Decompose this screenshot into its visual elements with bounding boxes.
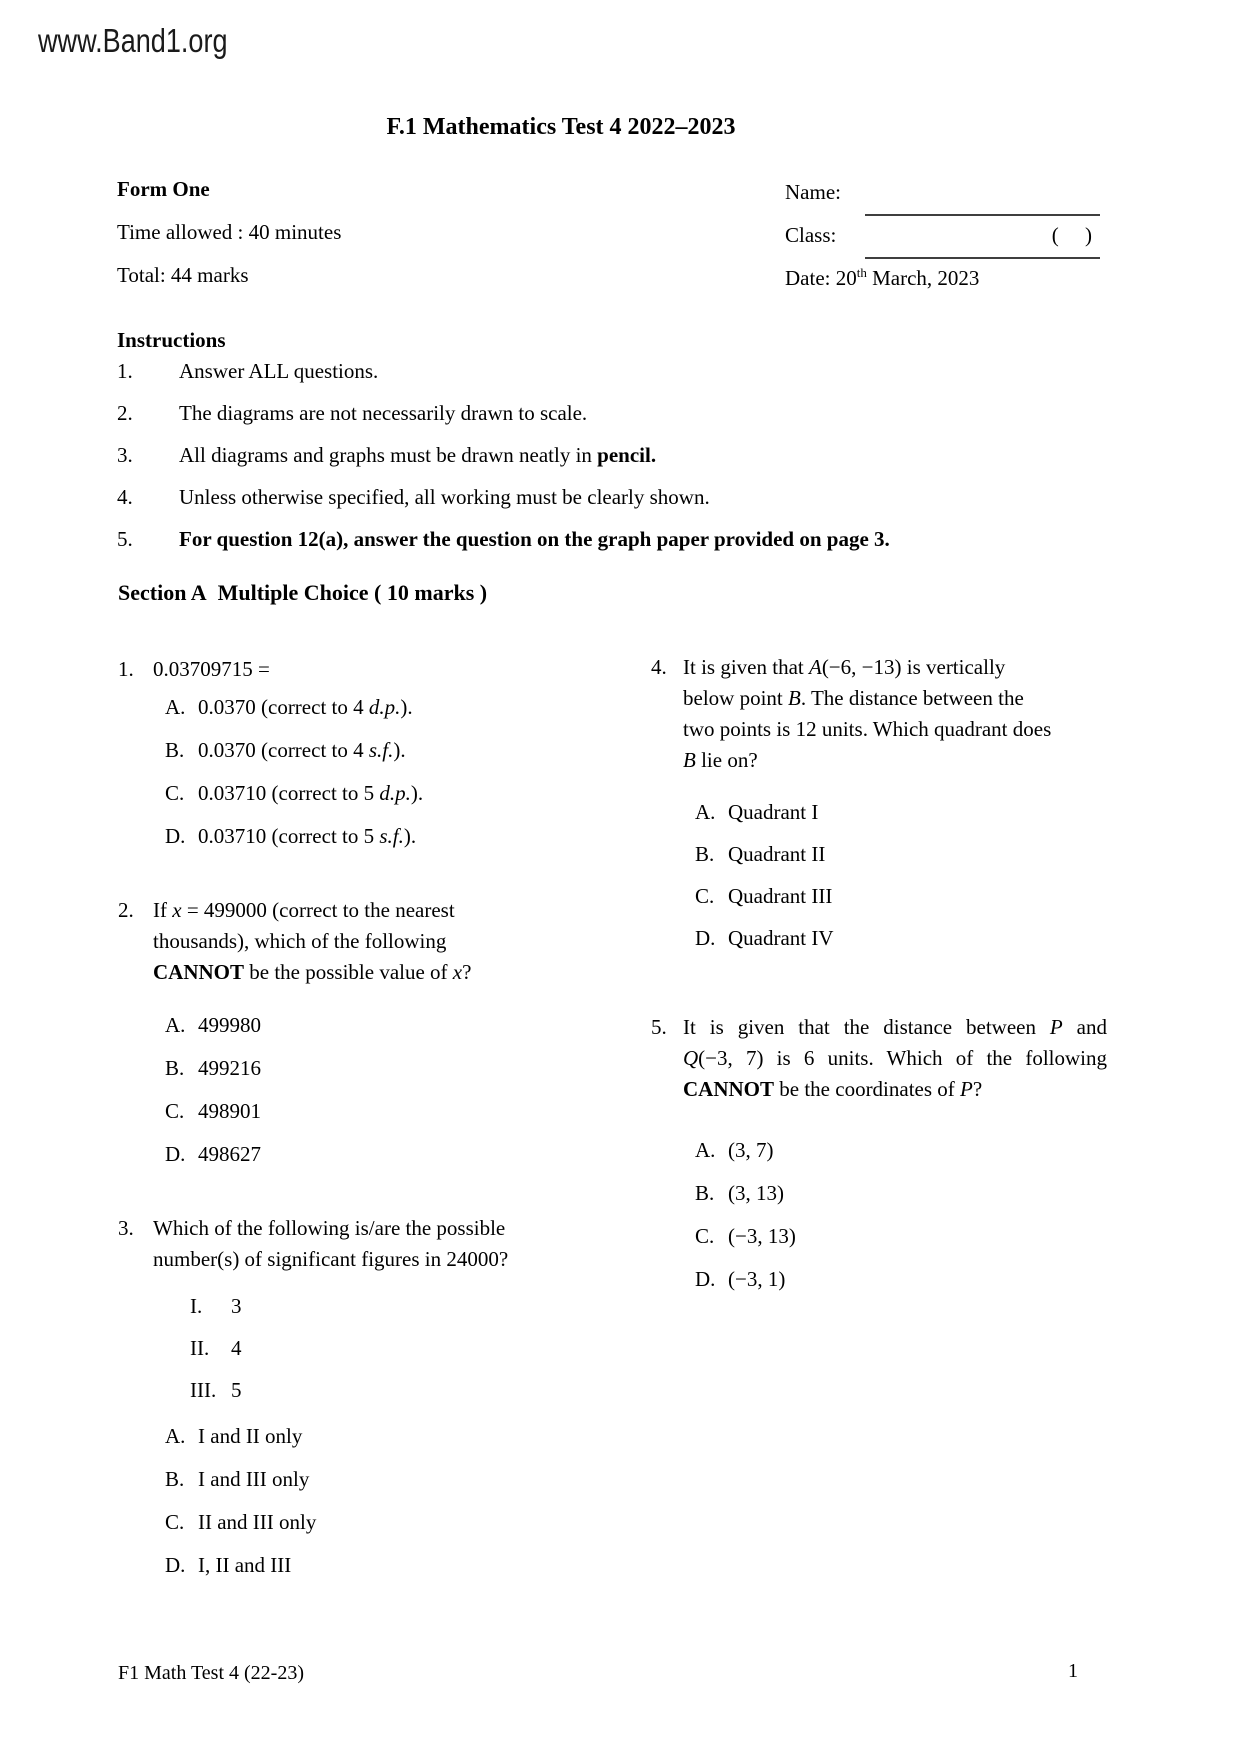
option-text: Quadrant III bbox=[728, 884, 833, 908]
question-4 bbox=[651, 652, 1121, 954]
prompt-line: below point B. The distance between the bbox=[683, 686, 1024, 710]
question-prompt bbox=[683, 652, 1121, 776]
question-number: 3. bbox=[118, 1216, 134, 1240]
option-text: 499980 bbox=[198, 1013, 261, 1037]
question-3 bbox=[118, 1213, 598, 1581]
prompt-line: If x = 499000 (correct to the nearest bbox=[153, 898, 455, 922]
option-letter: C. bbox=[165, 1099, 185, 1123]
option-text: 0.0370 (correct to 4 s.f.). bbox=[198, 738, 406, 762]
question-1 bbox=[118, 654, 598, 852]
option-letter: B. bbox=[165, 1467, 185, 1491]
statement-label: II. bbox=[190, 1336, 210, 1360]
option-row bbox=[695, 1264, 1121, 1295]
student-info bbox=[785, 171, 1100, 300]
prompt-line: It is given that the distance between P and bbox=[683, 1015, 1108, 1039]
instruction-number: 4. bbox=[117, 485, 133, 509]
prompt-line: B lie on? bbox=[683, 748, 758, 772]
questions-column-right bbox=[651, 652, 1121, 1295]
statement-label: III. bbox=[190, 1378, 217, 1402]
options bbox=[153, 692, 598, 852]
statement-label: I. bbox=[190, 1294, 203, 1318]
question-body bbox=[153, 895, 598, 1170]
option-text: (3, 7) bbox=[728, 1138, 774, 1162]
watermark: www.Band1.org bbox=[38, 22, 228, 59]
option-row bbox=[695, 1135, 1121, 1166]
class-number-parens: ( ) bbox=[1051, 223, 1092, 247]
option-text: I and II only bbox=[198, 1424, 303, 1448]
option-text: I, II and III bbox=[198, 1553, 292, 1577]
instruction-text: Answer ALL questions. bbox=[179, 359, 379, 383]
time-allowed: Time allowed : 40 minutes bbox=[117, 220, 342, 244]
question-body bbox=[683, 652, 1121, 954]
question-body bbox=[153, 654, 598, 852]
option-row bbox=[165, 1139, 598, 1170]
instruction-item bbox=[117, 476, 890, 518]
option-row bbox=[165, 1053, 598, 1084]
option-letter: A. bbox=[695, 1138, 716, 1162]
question-2 bbox=[118, 895, 598, 1170]
option-text: (−3, 13) bbox=[728, 1224, 796, 1248]
instruction-item bbox=[117, 518, 890, 560]
prompt-line: 0.03709715 = bbox=[153, 657, 270, 681]
instruction-number: 2. bbox=[117, 401, 133, 425]
option-text: (3, 13) bbox=[728, 1181, 784, 1205]
option-letter: D. bbox=[695, 1267, 716, 1291]
option-letter: D. bbox=[695, 926, 716, 950]
statement-row bbox=[190, 1333, 598, 1364]
option-row bbox=[165, 1010, 598, 1041]
instruction-text: The diagrams are not necessarily drawn to scale. bbox=[179, 401, 588, 425]
question-number: 5. bbox=[651, 1015, 667, 1039]
option-letter: B. bbox=[165, 1056, 185, 1080]
date-row: Date: 20th March, 2023 bbox=[785, 265, 980, 290]
name-row bbox=[785, 171, 1100, 214]
option-row bbox=[695, 797, 1121, 828]
option-letter: B. bbox=[165, 738, 185, 762]
option-row bbox=[695, 1221, 1121, 1252]
option-text: I and III only bbox=[198, 1467, 310, 1491]
question-prompt bbox=[153, 1213, 598, 1275]
option-row bbox=[695, 923, 1121, 954]
question-number: 2. bbox=[118, 898, 134, 922]
question-body bbox=[153, 1213, 598, 1581]
exam-info-left bbox=[117, 168, 341, 297]
instruction-number: 1. bbox=[117, 359, 133, 383]
option-letter: C. bbox=[165, 1510, 185, 1534]
option-text: 498901 bbox=[198, 1099, 261, 1123]
prompt-line: thousands), which of the following bbox=[153, 929, 447, 953]
option-letter: C. bbox=[695, 884, 715, 908]
class-row bbox=[785, 214, 1100, 257]
option-row bbox=[695, 839, 1121, 870]
option-letter: A. bbox=[695, 800, 716, 824]
option-row bbox=[695, 1178, 1121, 1209]
instruction-item bbox=[117, 350, 890, 392]
instruction-item bbox=[117, 392, 890, 434]
prompt-line: Q(−3, 7) is 6 units. Which of the following bbox=[683, 1046, 1107, 1070]
option-letter: D. bbox=[165, 824, 186, 848]
instruction-number: 3. bbox=[117, 443, 133, 467]
statement-row bbox=[190, 1291, 598, 1322]
option-row bbox=[165, 1550, 598, 1581]
prompt-line: number(s) of significant figures in 24000? bbox=[153, 1247, 509, 1271]
instructions bbox=[117, 325, 890, 560]
class-label: Class: bbox=[785, 223, 837, 247]
option-letter: B. bbox=[695, 1181, 715, 1205]
question-body bbox=[683, 1012, 1121, 1295]
option-text: II and III only bbox=[198, 1510, 317, 1534]
option-text: 498627 bbox=[198, 1142, 261, 1166]
question-prompt bbox=[153, 895, 598, 988]
option-text: Quadrant I bbox=[728, 800, 819, 824]
name-underline bbox=[865, 171, 1100, 216]
instruction-number: 5. bbox=[117, 527, 133, 551]
name-label: Name: bbox=[785, 180, 841, 204]
prompt-line: CANNOT be the coordinates of P? bbox=[683, 1077, 983, 1101]
options bbox=[153, 1421, 598, 1581]
options bbox=[153, 1010, 598, 1170]
statement-list bbox=[153, 1291, 598, 1406]
total-marks: Total: 44 marks bbox=[117, 263, 249, 287]
options bbox=[683, 797, 1121, 954]
option-row bbox=[165, 1096, 598, 1127]
page-number: 1 bbox=[1068, 1660, 1078, 1682]
option-row bbox=[165, 735, 598, 766]
prompt-line: It is given that A(−6, −13) is vertically bbox=[683, 655, 1006, 679]
option-row bbox=[165, 1464, 598, 1495]
instruction-item bbox=[117, 434, 890, 476]
statement-text: 3 bbox=[231, 1294, 242, 1318]
footer-doc-label: F1 Math Test 4 (22-23) bbox=[118, 1662, 304, 1684]
option-text: 499216 bbox=[198, 1056, 261, 1080]
prompt-line: CANNOT be the possible value of x? bbox=[153, 960, 472, 984]
question-5 bbox=[651, 1012, 1121, 1295]
question-number: 4. bbox=[651, 655, 667, 679]
option-text: Quadrant IV bbox=[728, 926, 834, 950]
option-letter: A. bbox=[165, 1013, 186, 1037]
option-text: 0.03710 (correct to 5 s.f.). bbox=[198, 824, 417, 848]
instruction-text: Unless otherwise specified, all working must be clearly shown. bbox=[179, 485, 710, 509]
prompt-line: Which of the following is/are the possible bbox=[153, 1216, 506, 1240]
option-row bbox=[165, 821, 598, 852]
questions-column-left bbox=[118, 654, 598, 1581]
option-row bbox=[165, 1421, 598, 1452]
page-title: F.1 Mathematics Test 4 2022–2023 bbox=[386, 114, 736, 140]
option-text: 0.03710 (correct to 5 d.p.). bbox=[198, 781, 424, 805]
option-letter: B. bbox=[695, 842, 715, 866]
statement-row bbox=[190, 1375, 598, 1406]
option-letter: A. bbox=[165, 695, 186, 719]
question-number: 1. bbox=[118, 657, 134, 681]
option-text: 0.0370 (correct to 4 d.p.). bbox=[198, 695, 413, 719]
option-letter: A. bbox=[165, 1424, 186, 1448]
option-text: Quadrant II bbox=[728, 842, 826, 866]
class-underline bbox=[865, 214, 1100, 259]
options bbox=[683, 1135, 1121, 1295]
option-letter: D. bbox=[165, 1142, 186, 1166]
form-label: Form One bbox=[117, 177, 210, 201]
option-text: (−3, 1) bbox=[728, 1267, 786, 1291]
option-row bbox=[165, 692, 598, 723]
question-prompt bbox=[683, 1012, 1121, 1105]
instruction-text: All diagrams and graphs must be drawn neatly in pencil. bbox=[179, 443, 657, 467]
question-prompt bbox=[153, 654, 598, 685]
statement-text: 4 bbox=[231, 1336, 242, 1360]
option-letter: C. bbox=[695, 1224, 715, 1248]
instruction-text: For question 12(a), answer the question on the graph paper provided on page 3. bbox=[179, 527, 890, 551]
section-heading: Section A Multiple Choice ( 10 marks ) bbox=[118, 580, 488, 605]
option-row bbox=[165, 1507, 598, 1538]
option-letter: C. bbox=[165, 781, 185, 805]
option-letter: D. bbox=[165, 1553, 186, 1577]
statement-text: 5 bbox=[231, 1378, 242, 1402]
option-row bbox=[165, 778, 598, 809]
instructions-heading: Instructions bbox=[117, 328, 226, 352]
option-row bbox=[695, 881, 1121, 912]
prompt-line: two points is 12 units. Which quadrant does bbox=[683, 717, 1052, 741]
